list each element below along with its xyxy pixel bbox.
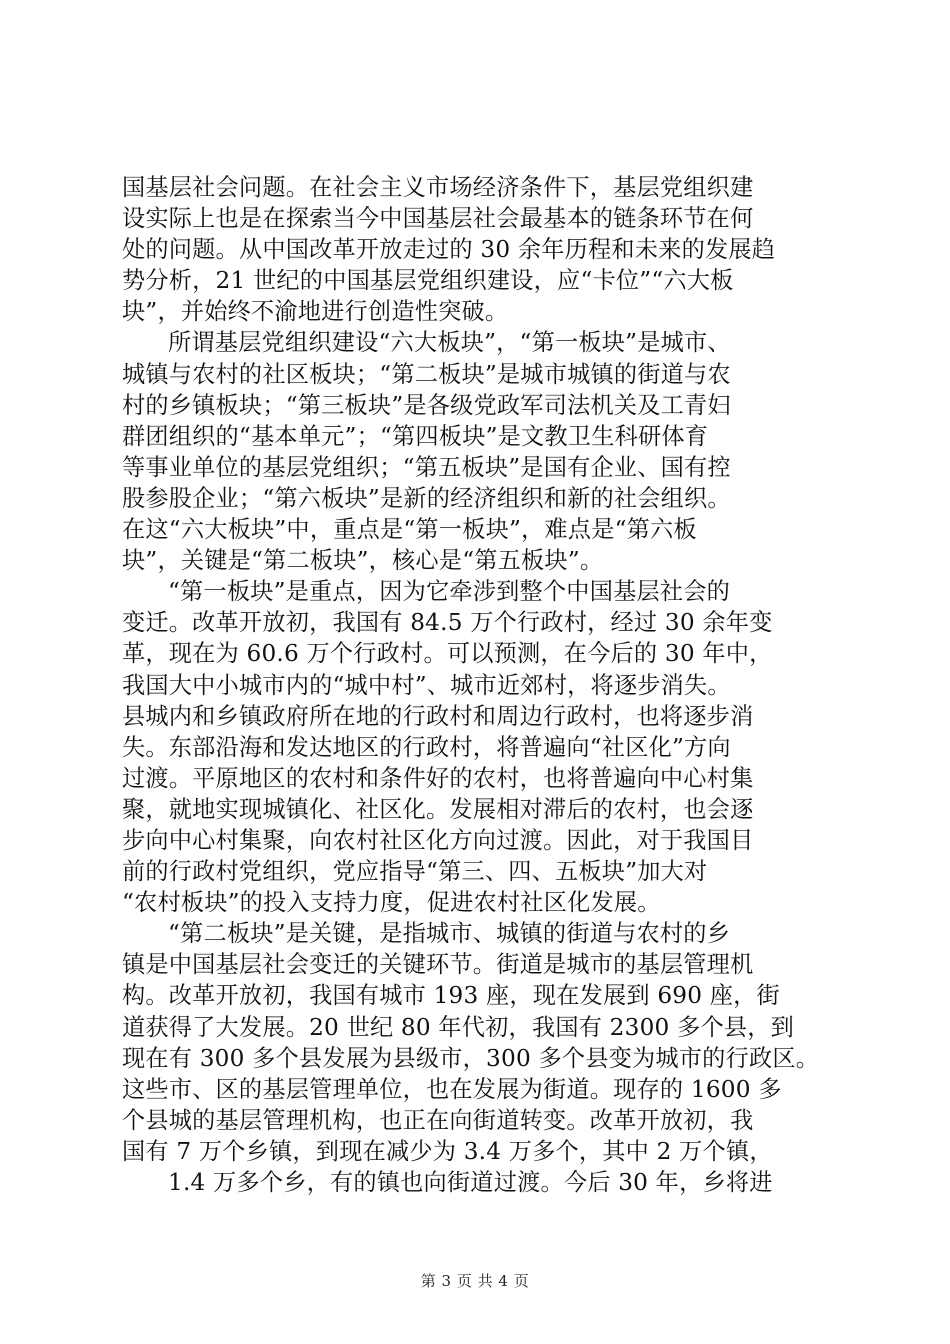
text-line: “农村板块”的投入支持力度，促进农村社区化发展。 <box>122 889 661 917</box>
text-line: 构。改革开放初，我国有城市 193 座，现在发展到 690 座，街 <box>122 982 780 1010</box>
text-line: 前的行政村党组织，党应指导“第三、四、五板块”加大对 <box>122 858 708 886</box>
text-line: 股参股企业；“第六板块”是新的经济组织和新的社会组织。 <box>122 484 731 512</box>
text-line: 革，现在为 60.6 万个行政村。可以预测，在今后的 30 年中， <box>122 640 773 668</box>
page-number-footer: 第 3 页 共 4 页 <box>420 1272 530 1290</box>
paragraph-first-line: 所谓基层党组织建设“六大板块”，“第一板块”是城市、 <box>168 329 731 357</box>
text-line: 在这“六大板块”中，重点是“第一板块”，难点是“第六板 <box>122 516 697 544</box>
text-line: 道获得了大发展。20 世纪 80 年代初，我国有 2300 多个县，到 <box>122 1013 794 1041</box>
text-line: 县城内和乡镇政府所在地的行政村和周边行政村，也将逐步消 <box>122 702 754 730</box>
text-line: 等事业单位的基层党组织；“第五板块”是国有企业、国有控 <box>122 453 731 481</box>
text-line: 过渡。平原地区的农村和条件好的农村，也将普遍向中心村集 <box>122 764 754 792</box>
paragraph-first-line: 1.4 万多个乡，有的镇也向街道过渡。今后 30 年，乡将进 <box>168 1169 773 1196</box>
text-line: 村的乡镇板块；“第三板块”是各级党政军司法机关及工青妇 <box>122 391 731 419</box>
text-line: 这些市、区的基层管理单位，也在发展为街道。现存的 1600 多 <box>122 1075 782 1103</box>
text-line: 聚，就地实现城镇化、社区化。发展相对滞后的农村，也会逐 <box>122 795 754 823</box>
text-line: 国有 7 万个乡镇，到现在减少为 3.4 万多个，其中 2 万个镇， <box>122 1137 773 1165</box>
text-line: 国基层社会问题。在社会主义市场经济条件下，基层党组织建 <box>122 174 754 201</box>
text-line: 块”，关键是“第二板块”，核心是“第五板块”。 <box>122 547 604 575</box>
text-line: 城镇与农村的社区板块；“第二板块”是城市城镇的街道与农 <box>122 360 731 388</box>
text-line: 我国大中小城市内的“城中村”、城市近郊村，将逐步消失。 <box>122 671 731 699</box>
paragraph-first-line: “第一板块”是重点，因为它牵涉到整个中国基层社会的 <box>168 578 731 606</box>
text-line: 镇是中国基层社会变迁的关键环节。街道是城市的基层管理机 <box>122 951 754 979</box>
text-line: 现在有 300 多个县发展为县级市，300 多个县变为城市的行政区。 <box>122 1044 820 1072</box>
text-line: 失。东部沿海和发达地区的行政村，将普遍向“社区化”方向 <box>122 733 731 761</box>
text-line: 个县城的基层管理机构，也正在向街道转变。改革开放初，我 <box>122 1106 754 1134</box>
paragraph-first-line: “第二板块”是关键，是指城市、城镇的街道与农村的乡 <box>168 920 731 948</box>
document-body <box>122 172 842 1198</box>
text-line: 势分析，21 世纪的中国基层党组织建设，应“卡位”“六大板 <box>122 267 734 295</box>
text-line: 步向中心村集聚，向农村社区化方向过渡。因此，对于我国目 <box>122 826 754 854</box>
text-line: 变迁。改革开放初，我国有 84.5 万个行政村，经过 30 余年变 <box>122 609 773 637</box>
text-line: 群团组织的“基本单元”；“第四板块”是文教卫生科研体育 <box>122 422 709 450</box>
text-line: 处的问题。从中国改革开放走过的 30 余年历程和未来的发展趋 <box>122 236 776 264</box>
text-line: 块”，并始终不渝地进行创造性突破。 <box>122 298 509 326</box>
text-line: 设实际上也是在探索当今中国基层社会最基本的链条环节在何 <box>122 205 754 233</box>
